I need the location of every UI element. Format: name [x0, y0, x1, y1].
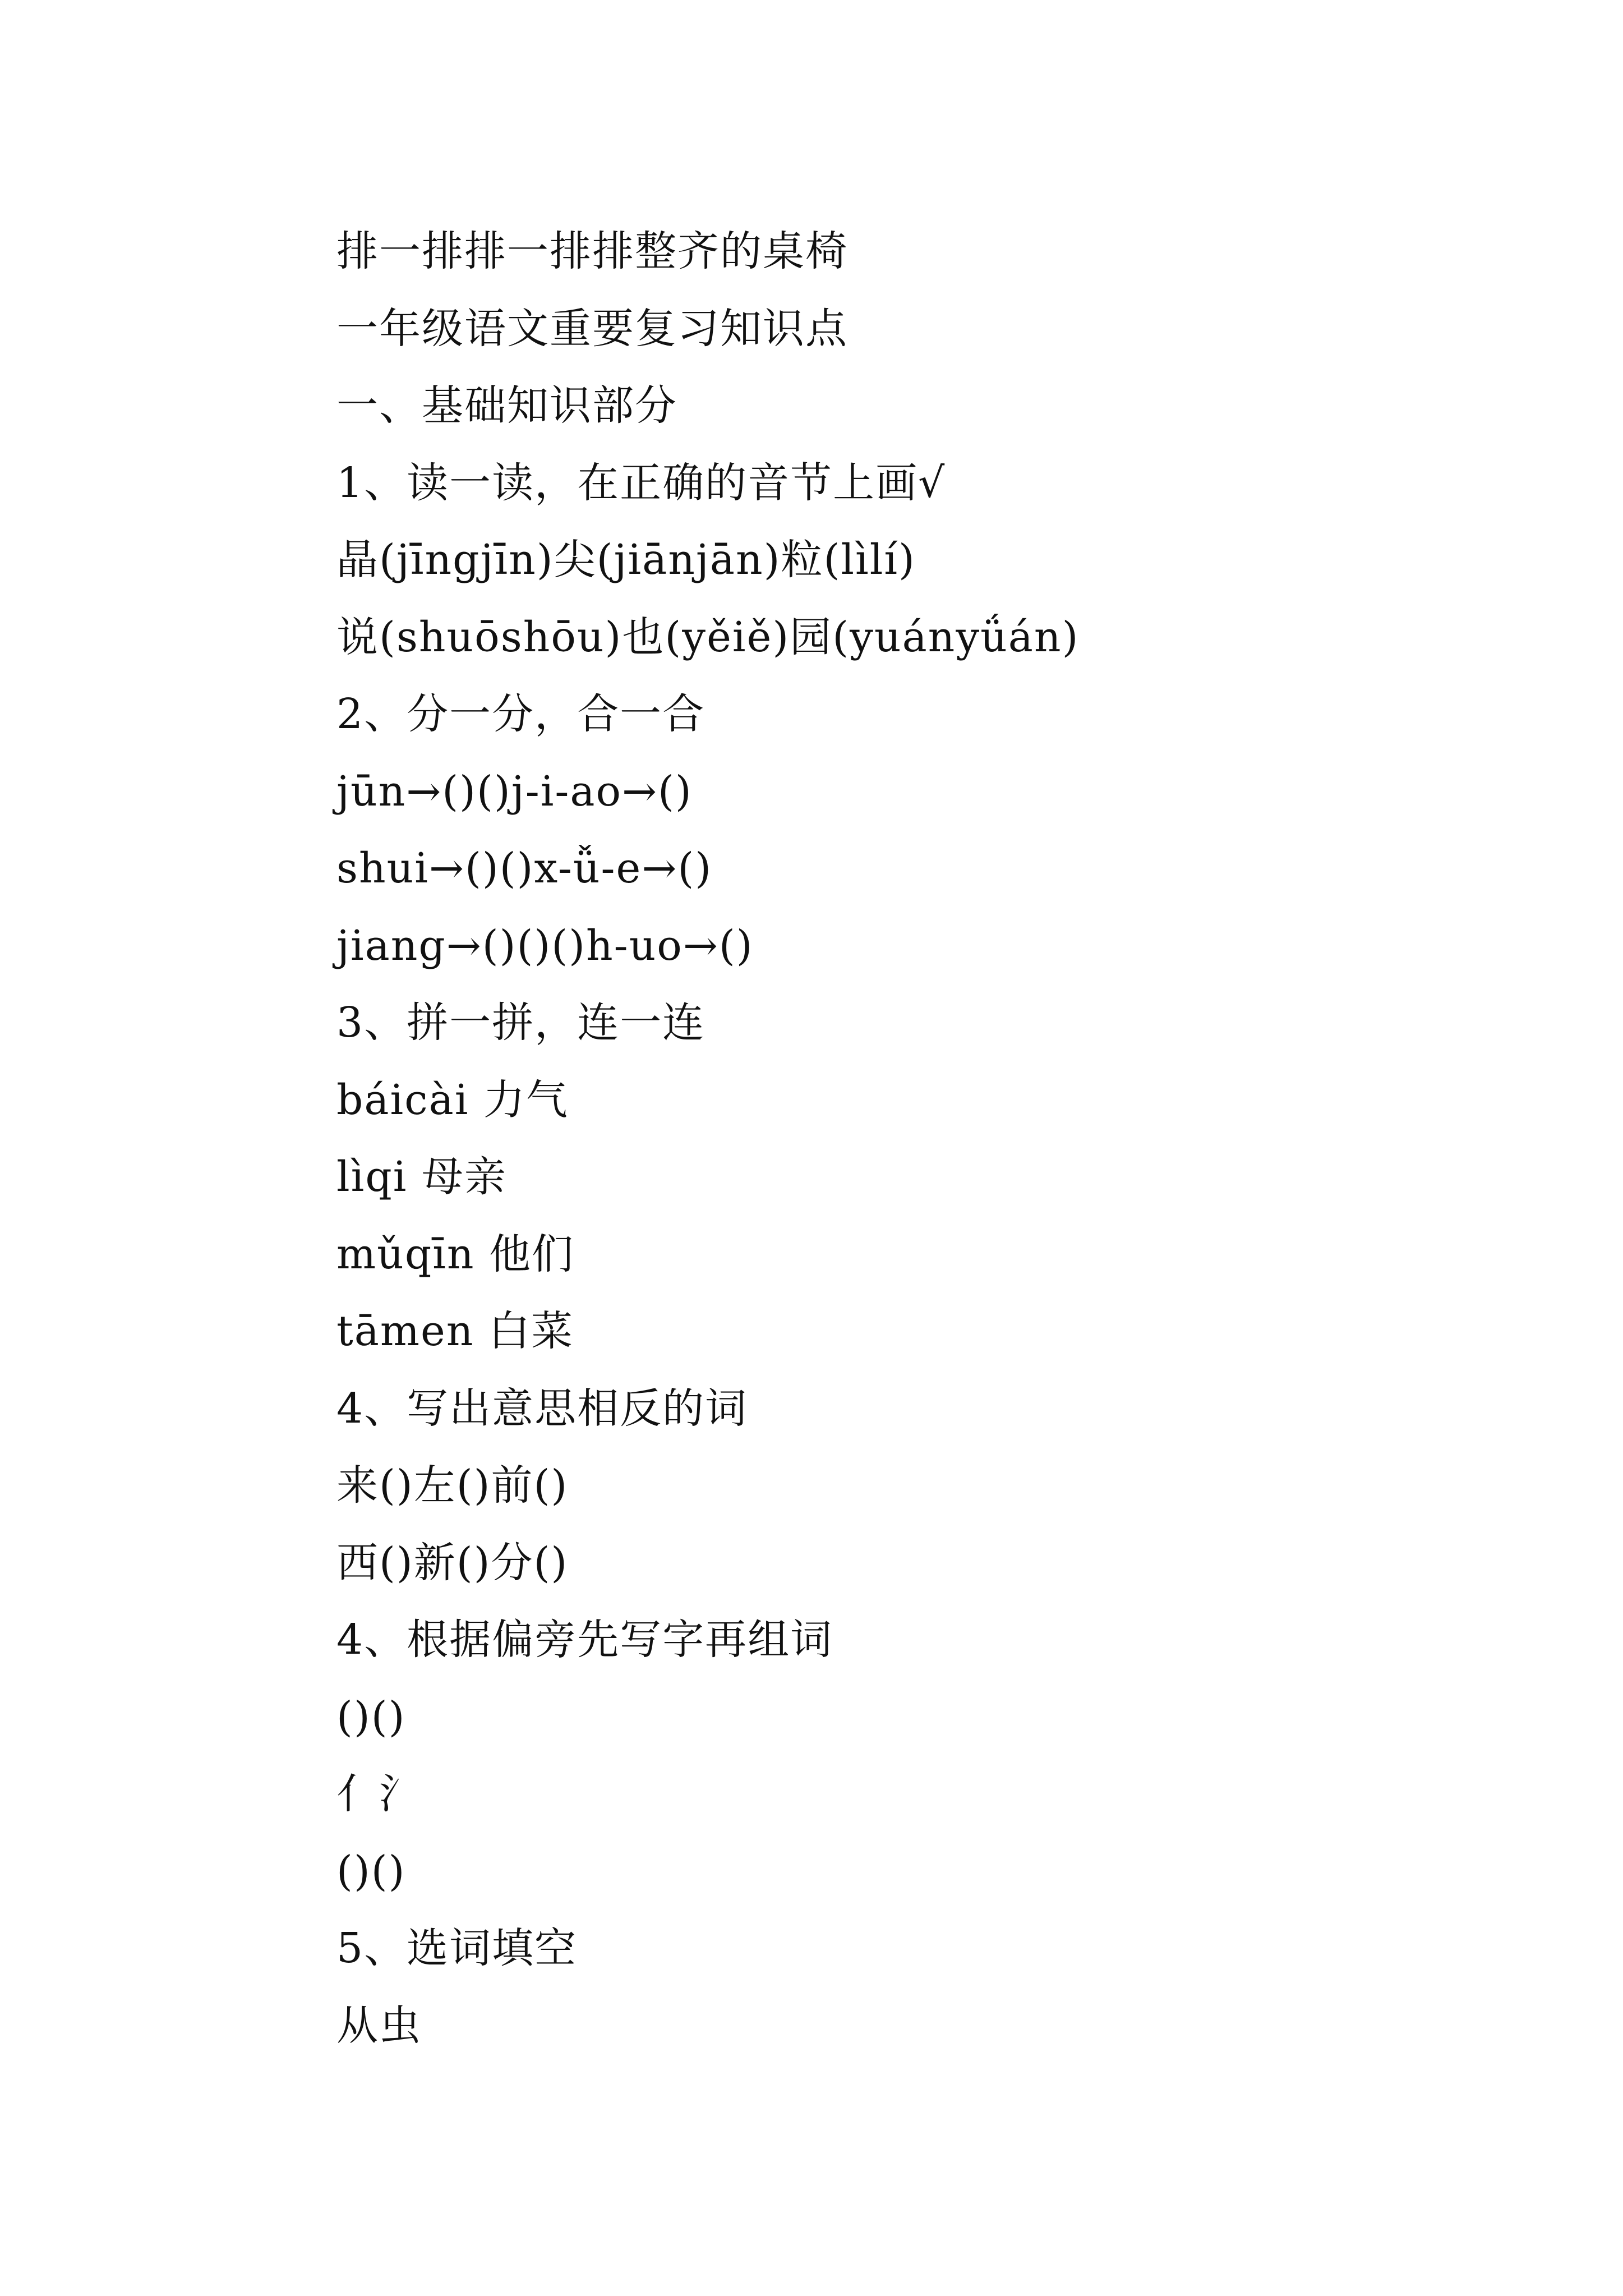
exercise-heading: 4、根据偏旁先写字再组词: [336, 1616, 833, 1664]
exercise-item: báicài 力气: [336, 1075, 569, 1124]
exercise-item: shui→()()x-ǚ-e→(): [336, 844, 713, 892]
exercise-item: ()(): [336, 1847, 406, 1895]
exercise-item: 亻氵: [336, 1770, 422, 1818]
section-heading: 一、基础知识部分: [336, 381, 677, 430]
exercise-item: jūn→()()j-i-ao→(): [336, 767, 693, 816]
exercise-item: tāmen 白菜: [336, 1307, 574, 1355]
exercise-item: lìqi 母亲: [336, 1153, 507, 1201]
exercise-item: 来()左()前(): [336, 1461, 569, 1510]
exercise-heading: 1、读一读，在正确的音节上画√: [336, 458, 946, 507]
exercise-heading: 3、拼一拼，连一连: [336, 999, 706, 1047]
exercise-item: 从虫: [336, 2001, 422, 2050]
exercise-heading: 4、写出意思相反的词: [336, 1384, 748, 1433]
exercise-item: 晶(jīngjīn)尖(jiānjān)粒(lìlí): [336, 536, 916, 584]
exercise-heading: 5、选词填空: [336, 1924, 578, 1972]
exercise-item: mǔqīn 他们: [336, 1230, 575, 1278]
exercise-item: 说(shuōshōu)也(yěiě)园(yuányǘán): [336, 613, 1080, 661]
exercise-heading: 2、分一分，合一合: [336, 690, 706, 738]
document-body: [336, 213, 1458, 2064]
header-line: 排一排排一排排整齐的桌椅: [336, 227, 848, 275]
document-title: 一年级语文重要复习知识点: [336, 304, 848, 353]
exercise-item: 西()新()分(): [336, 1538, 569, 1587]
exercise-item: jiang→()()()h-uo→(): [336, 921, 754, 970]
exercise-item: ()(): [336, 1692, 406, 1741]
